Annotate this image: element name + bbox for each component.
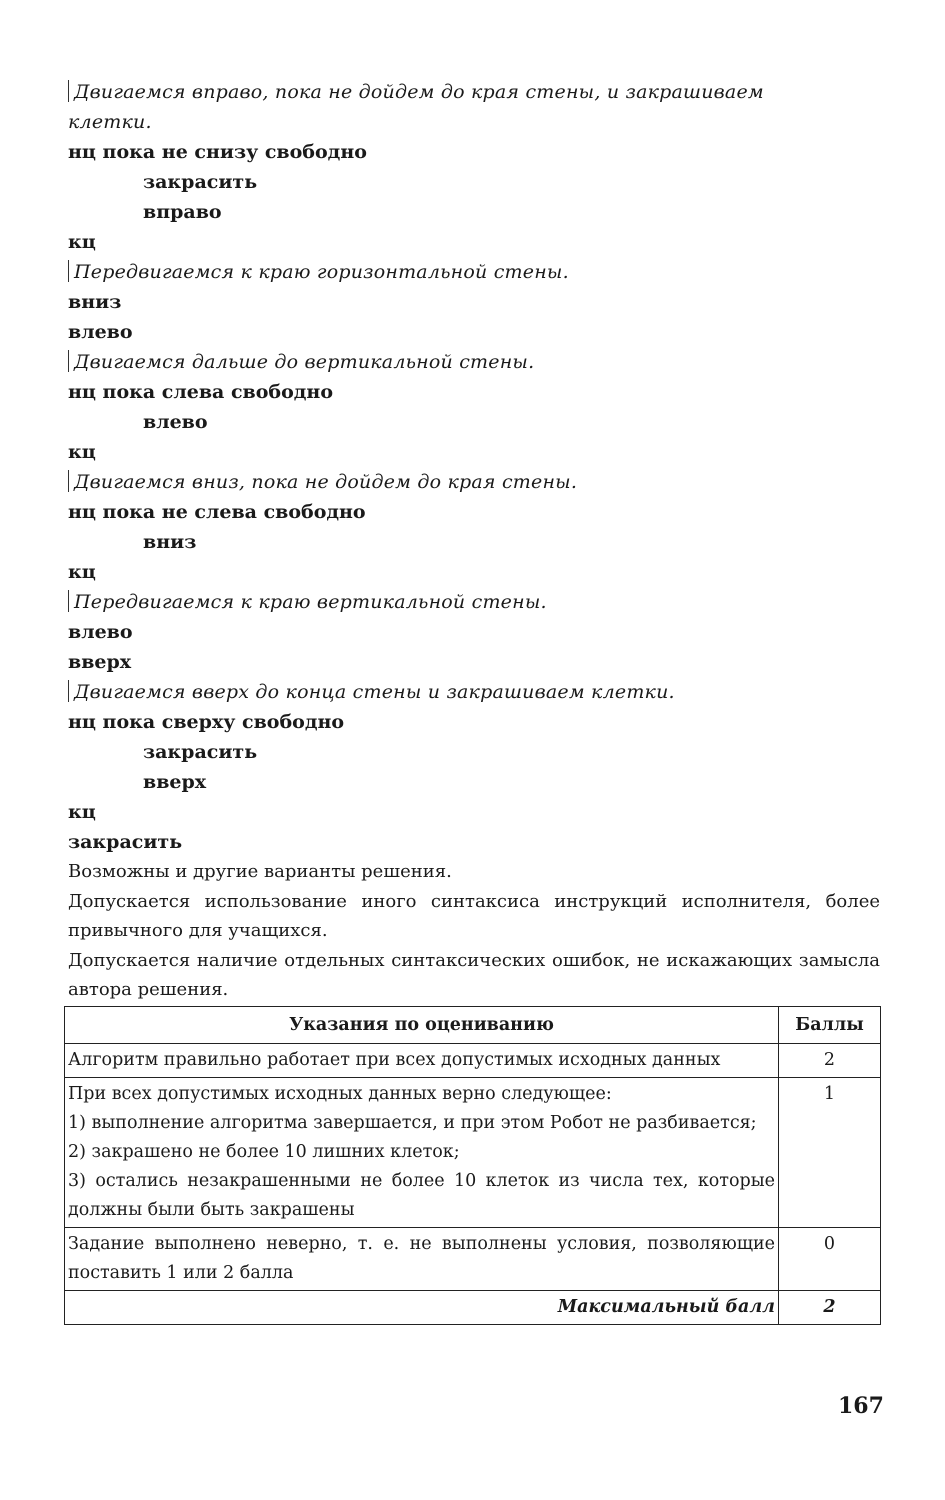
code-statement [68,737,880,767]
program-code [68,77,880,857]
comment-text: Двигаемся вниз, пока не дойдем до края стены. [74,471,578,493]
score-cell: 2 [779,1044,881,1078]
code-statement [68,527,880,557]
statement-text: закрасить [143,171,258,193]
statement-text: вниз [143,531,197,553]
table-row [65,1228,881,1291]
code-comment [68,77,880,107]
code-comment [68,467,880,497]
code-statement [68,227,880,257]
score-cell: 1 [779,1078,881,1228]
header-score: Баллы [779,1007,881,1044]
statement-text: влево [143,411,208,433]
table-row [65,1078,881,1228]
statement-text: закрасить [143,741,258,763]
statement-text: нц пока сверху свободно [68,711,345,733]
statement-text: кц [68,561,96,583]
comment-text: Передвигаемся к краю вертикальной стены. [74,591,547,613]
statement-text: вверх [68,651,132,673]
code-statement [68,497,880,527]
comment-marker [68,590,69,612]
code-statement [68,617,880,647]
statement-text: нц пока не снизу свободно [68,141,367,163]
code-statement [68,317,880,347]
grading-table [64,1006,881,1325]
comment-marker [68,260,69,282]
comment-text: Двигаемся вверх до конца стены и закрашиваем клетки. [74,681,675,703]
statement-text: нц пока слева свободно [68,381,333,403]
statement-text: вверх [143,771,207,793]
criteria-cell [65,1078,779,1228]
criteria-cell: Алгоритм правильно работает при всех допустимых исходных данных [65,1044,779,1078]
total-row [65,1291,881,1325]
note-syntax: Допускается использование иного синтаксиса инструкций исполнителя, более привычного для учащихся. [68,890,880,941]
statement-text: вправо [143,201,222,223]
criteria-item: 1) выполнение алгоритма завершается, и при этом Робот не разбивается; [68,1113,757,1133]
note-alternatives: Возможны и другие варианты решения. [68,861,452,882]
notes-block [68,857,880,1005]
comment-text: Двигаемся дальше до вертикальной стены. [74,351,535,373]
comment-text: клетки. [68,111,152,133]
note-errors: Допускается наличие отдельных синтаксических ошибок, не искажающих замысла автора решения. [68,949,880,1000]
code-statement [68,437,880,467]
code-statement [68,407,880,437]
statement-text: нц пока не слева свободно [68,501,366,523]
code-statement [68,797,880,827]
code-statement [68,557,880,587]
statement-text: кц [68,801,96,823]
code-statement [68,287,880,317]
page-number: 167 [838,1393,884,1419]
code-comment [68,347,880,377]
statement-text: кц [68,441,96,463]
statement-text: кц [68,231,96,253]
comment-marker [68,80,69,102]
comment-text: Передвигаемся к краю горизонтальной стены. [74,261,569,283]
statement-text: влево [68,621,133,643]
criteria-item: 2) закрашено не более 10 лишних клеток; [68,1142,460,1162]
code-statement [68,137,880,167]
criteria-intro: При всех допустимых исходных данных верно следующее: [68,1084,612,1104]
code-statement [68,707,880,737]
code-statement [68,377,880,407]
code-statement [68,647,880,677]
comment-marker [68,470,69,492]
code-statement [68,167,880,197]
comment-marker [68,680,69,702]
criteria-cell: Задание выполнено неверно, т. е. не выполнены условия, позволяющие поставить 1 или 2 балла [65,1228,779,1291]
header-criteria: Указания по оцениванию [65,1007,779,1044]
table-row [65,1044,881,1078]
code-statement [68,767,880,797]
code-comment [68,587,880,617]
total-value: 2 [779,1291,881,1325]
code-statement [68,827,880,857]
total-label: Максимальный балл [65,1291,779,1325]
comment-marker [68,350,69,372]
statement-text: вниз [68,291,122,313]
code-comment [68,107,880,137]
score-cell: 0 [779,1228,881,1291]
comment-text: Двигаемся вправо, пока не дойдем до края стены, и закрашиваем [74,81,764,103]
code-statement [68,197,880,227]
criteria-item: 3) остались незакрашенными не более 10 клеток из числа тех, которые должны были быть закрашены [68,1171,775,1220]
code-comment [68,677,880,707]
statement-text: влево [68,321,133,343]
statement-text: закрасить [68,831,183,853]
code-comment [68,257,880,287]
table-header-row [65,1007,881,1044]
